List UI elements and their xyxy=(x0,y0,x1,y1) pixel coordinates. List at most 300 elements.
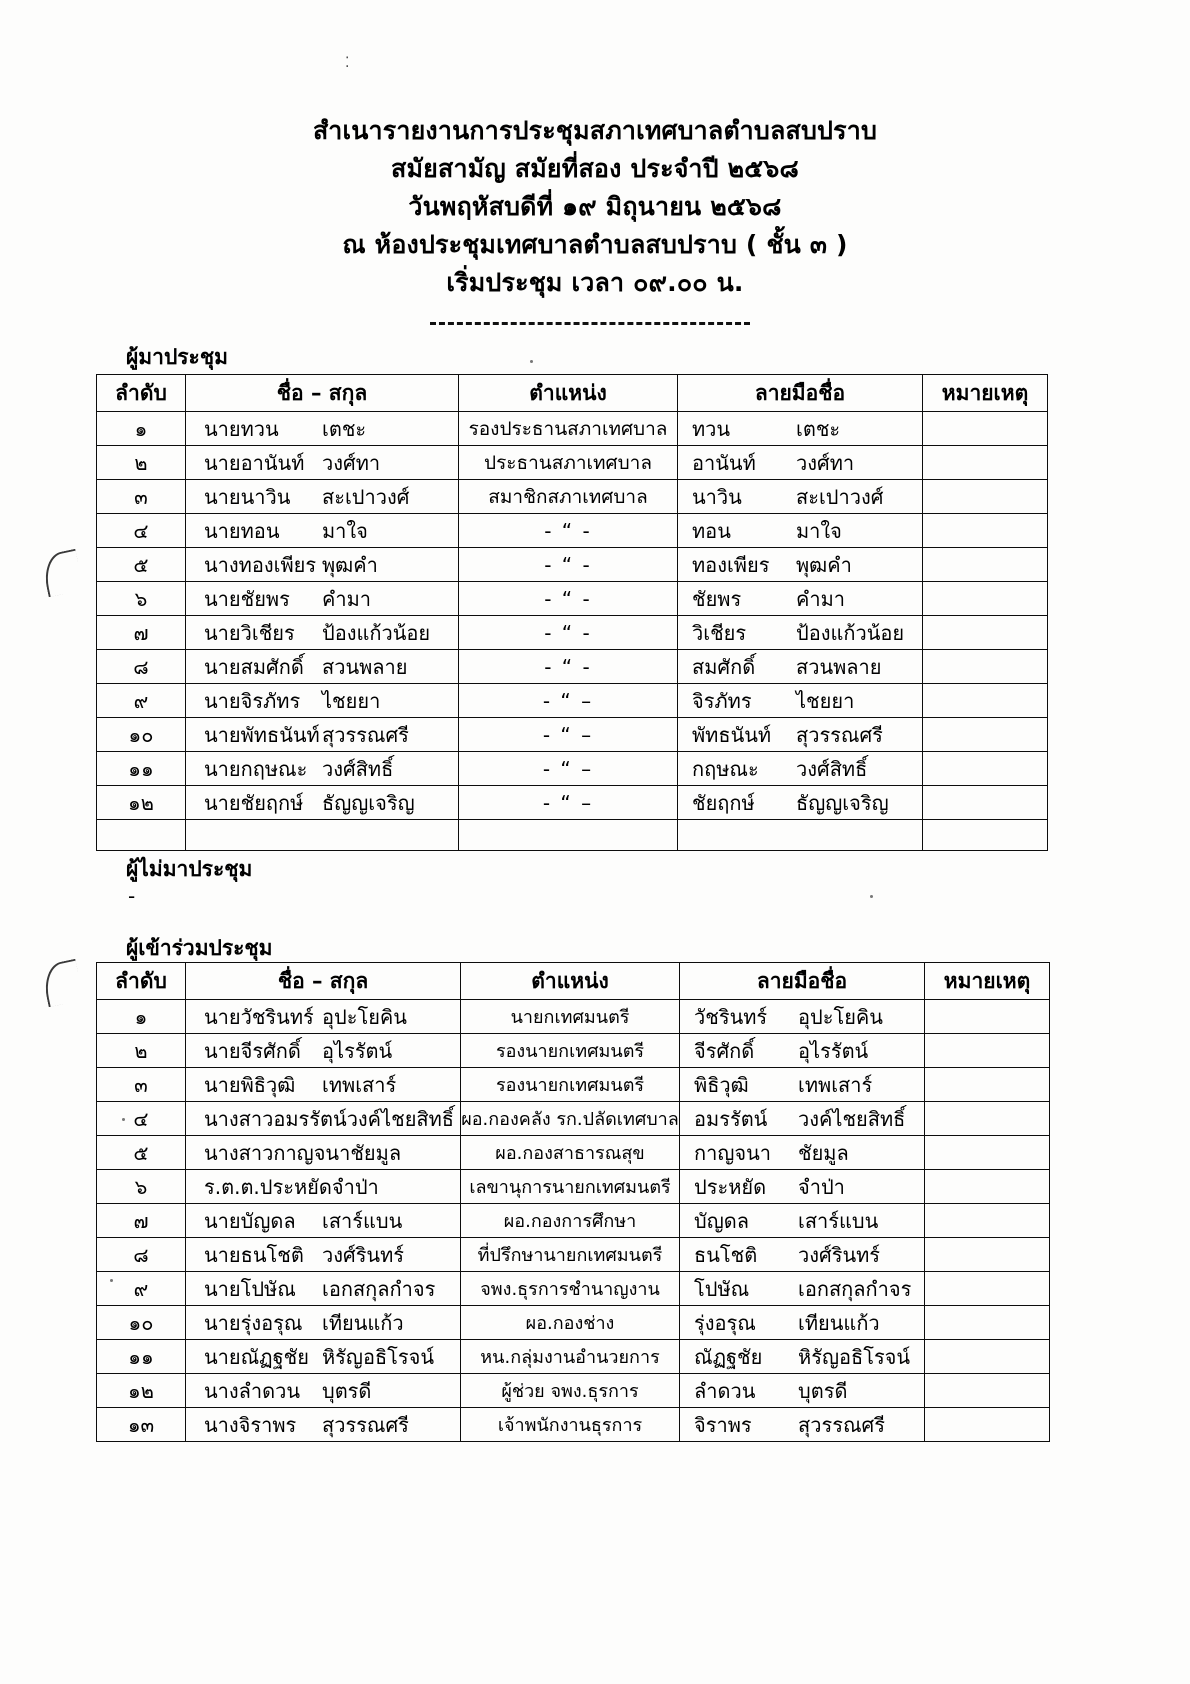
name-last: วงศ์รินทร์ xyxy=(322,1242,405,1267)
section-label-participants: ผู้เข้าร่วมประชุม xyxy=(126,936,273,960)
name-last: อุไรรัตน์ xyxy=(322,1038,393,1063)
signature-last: หิรัญอธิโรจน์ xyxy=(798,1344,911,1369)
position-text: รองนายกเทศมนตรี xyxy=(495,1041,645,1062)
cell-note xyxy=(925,1136,1050,1170)
position-text: ผอ.กองช่าง xyxy=(525,1313,615,1334)
cell-position xyxy=(461,1170,680,1204)
table-row xyxy=(97,684,1048,718)
position-ditto-mark: - “ – xyxy=(542,688,594,713)
table-row xyxy=(97,1374,1050,1408)
name-first: นายทวน xyxy=(204,416,279,441)
cell-name xyxy=(186,650,459,684)
name-last: สุวรรณศรี xyxy=(322,1412,409,1437)
cell-signature xyxy=(680,1170,925,1204)
position-text: ผอ.กองการศึกษา xyxy=(503,1211,637,1232)
position-text: ที่ปรึกษานายกเทศมนตรี xyxy=(477,1245,663,1266)
cell-name xyxy=(186,1000,461,1034)
table-header-row xyxy=(97,963,1050,1000)
cell-note xyxy=(925,1068,1050,1102)
header-line-1: สำเนารายงานการประชุมสภาเทศบาลตำบลสบปราบ xyxy=(312,116,878,145)
cell-position xyxy=(459,752,678,786)
table-row xyxy=(97,1102,1050,1136)
cell-no: ๗ xyxy=(97,1204,186,1238)
table-row xyxy=(97,650,1048,684)
column-header-note: หมายเหตุ xyxy=(925,963,1050,1000)
cell-position xyxy=(461,1102,680,1136)
signature-last: สุวรรณศรี xyxy=(798,1412,885,1437)
name-last: อุปะโยคิน xyxy=(322,1004,407,1029)
signature-first: นาวิน xyxy=(692,484,742,509)
signature-first: บัญดล xyxy=(694,1208,749,1233)
cell-name xyxy=(186,718,459,752)
cell-note xyxy=(923,582,1048,616)
absent-list-value: - xyxy=(128,884,136,908)
table-row xyxy=(97,1238,1050,1272)
table-row xyxy=(97,548,1048,582)
signature-first: ทองเพียร xyxy=(692,552,770,577)
signature-last: อุไรรัตน์ xyxy=(798,1038,869,1063)
name-first: นายนาวิน xyxy=(204,484,291,509)
name-first: นายอานันท์ xyxy=(204,450,305,475)
cell-no: ๘ xyxy=(97,650,186,684)
signature-last: สวนพลาย xyxy=(796,654,882,679)
name-first: นางลำดวน xyxy=(204,1378,301,1403)
cell-signature xyxy=(678,548,923,582)
document-header xyxy=(0,112,1190,302)
name-first: นางสาวกาญจนา xyxy=(204,1140,351,1165)
name-last: หิรัญอธิโรจน์ xyxy=(322,1344,435,1369)
name-last: เตชะ xyxy=(322,416,367,441)
name-first: นายโปษัณ xyxy=(204,1276,296,1301)
position-text: นายกเทศมนตรี xyxy=(510,1007,630,1028)
cell-no: ๘ xyxy=(97,1238,186,1272)
position-text: ผอ.กองคลัง รก.ปลัดเทศบาล xyxy=(461,1109,679,1130)
name-first: นายพัทธนันท์ xyxy=(204,722,320,747)
signature-first: จิรภัทร xyxy=(692,688,752,713)
cell-position xyxy=(459,412,678,446)
table-row xyxy=(97,1068,1050,1102)
cell-position xyxy=(459,718,678,752)
scan-edge-artifact xyxy=(40,549,84,598)
cell-signature xyxy=(678,684,923,718)
cell-no: ๒ xyxy=(97,446,186,480)
position-text: ผู้ช่วย จพง.ธุรการ xyxy=(501,1381,639,1402)
signature-last: ป้องแก้วน้อย xyxy=(796,620,905,645)
signature-last: คำมา xyxy=(796,586,846,611)
table-row xyxy=(97,514,1048,548)
position-ditto-mark: - “ – xyxy=(542,756,594,781)
cell-no: ๖ xyxy=(97,582,186,616)
name-last: ป้องแก้วน้อย xyxy=(322,620,431,645)
position-text: ผอ.กองสาธารณสุข xyxy=(495,1143,645,1164)
cell-name xyxy=(186,514,459,548)
section-label-attendees: ผู้มาประชุม xyxy=(126,345,228,369)
name-last: ไชยยา xyxy=(322,688,381,713)
cell-signature xyxy=(678,752,923,786)
cell-position xyxy=(459,684,678,718)
table-header-row xyxy=(97,375,1048,412)
name-last: สุวรรณศรี xyxy=(322,722,409,747)
table-row xyxy=(97,446,1048,480)
column-header-no: ลำดับ xyxy=(97,963,186,1000)
name-last: สวนพลาย xyxy=(322,654,408,679)
cell-name xyxy=(186,752,459,786)
name-first: นางสาวอมรรัตน์ xyxy=(204,1106,347,1131)
cell-name xyxy=(186,786,459,820)
name-last: ธัญญเจริญ xyxy=(322,790,415,815)
cell-note xyxy=(925,1034,1050,1068)
cell-position xyxy=(459,514,678,548)
name-last: ชัยมูล xyxy=(350,1140,402,1165)
cell-no: ๑๐ xyxy=(97,718,186,752)
cell-note xyxy=(925,1272,1050,1306)
signature-last: ธัญญเจริญ xyxy=(796,790,889,815)
cell-no: ๑ xyxy=(97,1000,186,1034)
position-ditto-mark: - “ – xyxy=(542,790,594,815)
position-text: รองประธานสภาเทศบาล xyxy=(468,417,668,440)
header-divider-rule xyxy=(430,322,750,325)
column-header-position: ตำแหน่ง xyxy=(459,375,678,412)
participants-table xyxy=(96,962,1050,1442)
cell-empty xyxy=(923,820,1048,851)
cell-signature xyxy=(678,786,923,820)
cell-note xyxy=(923,514,1048,548)
cell-note xyxy=(925,1408,1050,1442)
name-first: นางทองเพียร xyxy=(204,552,317,577)
cell-position xyxy=(461,1374,680,1408)
position-text: ประธานสภาเทศบาล xyxy=(484,451,652,474)
name-first: นายชัยพร xyxy=(204,586,290,611)
signature-last: ชัยมูล xyxy=(798,1140,849,1165)
position-ditto-mark: - “ - xyxy=(544,518,592,543)
name-last: จำป่า xyxy=(331,1174,379,1199)
cell-name xyxy=(186,1306,461,1340)
signature-last: เทียนแก้ว xyxy=(798,1310,880,1335)
signature-first: กาญจนา xyxy=(694,1140,772,1165)
name-last: เสาร์แบน xyxy=(322,1208,403,1233)
scan-speck xyxy=(110,1279,113,1282)
cell-note xyxy=(923,752,1048,786)
name-last: วงศ์สิทธิ์ xyxy=(322,756,394,781)
cell-no: ๓ xyxy=(97,1068,186,1102)
cell-name xyxy=(186,1340,461,1374)
signature-first: ธนโชติ xyxy=(694,1242,758,1267)
signature-last: สะเปาวงศ์ xyxy=(796,484,884,509)
table-row xyxy=(97,718,1048,752)
cell-no: ๙ xyxy=(97,684,186,718)
cell-position xyxy=(459,446,678,480)
signature-first: ชัยฤกษ์ xyxy=(692,790,755,815)
cell-no: ๕ xyxy=(97,548,186,582)
name-last: คำมา xyxy=(322,586,372,611)
name-last: เอกสกุลกำจร xyxy=(322,1276,436,1301)
signature-first: ลำดวน xyxy=(694,1378,756,1403)
cell-note xyxy=(925,1000,1050,1034)
cell-no: ๕ xyxy=(97,1136,186,1170)
cell-no: ๑๓ xyxy=(97,1408,186,1442)
position-text: จพง.ธุรการชำนาญงาน xyxy=(480,1279,660,1300)
cell-name xyxy=(186,1374,461,1408)
name-first: นายวิเชียร xyxy=(204,620,295,645)
signature-last: ไชยยา xyxy=(796,688,855,713)
section-label-absent: ผู้ไม่มาประชุม xyxy=(126,857,253,881)
cell-signature xyxy=(680,1408,925,1442)
cell-name xyxy=(186,1034,461,1068)
name-last: เทียนแก้ว xyxy=(322,1310,404,1335)
table-row xyxy=(97,786,1048,820)
cell-no: ๑๑ xyxy=(97,752,186,786)
name-first: นายบัญดล xyxy=(204,1208,296,1233)
name-last: บุตรดี xyxy=(322,1378,372,1403)
name-first: ร.ต.ต.ประหยัด xyxy=(204,1174,332,1199)
signature-first: ประหยัด xyxy=(694,1174,767,1199)
position-ditto-mark: - “ – xyxy=(542,722,594,747)
cell-position xyxy=(461,1068,680,1102)
cell-signature xyxy=(680,1034,925,1068)
cell-position xyxy=(461,1238,680,1272)
signature-first: อมรรัตน์ xyxy=(694,1106,768,1131)
scan-edge-artifact xyxy=(40,959,84,1008)
table-row xyxy=(97,412,1048,446)
name-first: นายรุ่งอรุณ xyxy=(204,1310,303,1335)
signature-last: เตชะ xyxy=(796,416,841,441)
header-line-4: ณ ห้องประชุมเทศบาลตำบลสบปราบ ( ชั้น ๓ ) xyxy=(342,230,848,259)
cell-name xyxy=(186,548,459,582)
cell-no: ๓ xyxy=(97,480,186,514)
cell-signature xyxy=(680,1136,925,1170)
cell-name xyxy=(186,1204,461,1238)
signature-first: ณัฏฐชัย xyxy=(694,1344,763,1369)
table-row xyxy=(97,1408,1050,1442)
cell-no: ๑๐ xyxy=(97,1306,186,1340)
signature-last: วงศ์ทา xyxy=(796,450,855,475)
cell-position xyxy=(461,1306,680,1340)
signature-first: พัทธนันท์ xyxy=(692,722,772,747)
cell-position xyxy=(459,548,678,582)
position-ditto-mark: - “ - xyxy=(544,620,592,645)
table-row xyxy=(97,1136,1050,1170)
name-first: นายพิธิวุฒิ xyxy=(204,1072,296,1097)
column-header-signature: ลายมือชื่อ xyxy=(680,963,925,1000)
cell-signature xyxy=(680,1306,925,1340)
cell-signature xyxy=(680,1238,925,1272)
table-row xyxy=(97,752,1048,786)
cell-name xyxy=(186,1408,461,1442)
cell-position xyxy=(459,582,678,616)
column-header-note: หมายเหตุ xyxy=(923,375,1048,412)
cell-no: ๑๒ xyxy=(97,786,186,820)
cell-signature xyxy=(678,650,923,684)
name-first: นายกฤษณะ xyxy=(204,756,308,781)
cell-note xyxy=(925,1204,1050,1238)
cell-signature xyxy=(680,1272,925,1306)
name-first: นายณัฏฐชัย xyxy=(204,1344,309,1369)
cell-note xyxy=(923,650,1048,684)
cell-no: ๑๑ xyxy=(97,1340,186,1374)
table-row xyxy=(97,616,1048,650)
table-row xyxy=(97,480,1048,514)
signature-last: เอกสกุลกำจร xyxy=(798,1276,912,1301)
cell-name xyxy=(186,480,459,514)
cell-signature xyxy=(678,412,923,446)
cell-signature xyxy=(678,616,923,650)
table-row xyxy=(97,582,1048,616)
cell-no: ๑ xyxy=(97,412,186,446)
signature-first: สมศักดิ์ xyxy=(692,654,756,679)
cell-signature xyxy=(678,480,923,514)
name-first: นายทอน xyxy=(204,518,280,543)
position-ditto-mark: - “ - xyxy=(544,586,592,611)
cell-signature xyxy=(678,718,923,752)
cell-position xyxy=(461,1272,680,1306)
name-first: นายสมศักดิ์ xyxy=(204,654,304,679)
cell-signature xyxy=(680,1340,925,1374)
signature-last: เทพเสาร์ xyxy=(798,1072,873,1097)
position-text: หน.กลุ่มงานอำนวยการ xyxy=(480,1347,660,1368)
cell-no: ๙ xyxy=(97,1272,186,1306)
position-text: สมาชิกสภาเทศบาล xyxy=(488,485,648,508)
cell-name xyxy=(186,446,459,480)
cell-name xyxy=(186,684,459,718)
scan-speck xyxy=(870,895,873,898)
signature-last: พุฒคำ xyxy=(796,552,852,577)
cell-signature xyxy=(680,1374,925,1408)
cell-name xyxy=(186,1136,461,1170)
cell-signature xyxy=(678,582,923,616)
scan-artifact-mark: ⁚ xyxy=(345,55,350,71)
signature-last: วงศ์รินทร์ xyxy=(798,1242,881,1267)
signature-last: วงค์ไชยสิทธิ์ xyxy=(798,1106,906,1131)
cell-name xyxy=(186,1068,461,1102)
cell-note xyxy=(923,548,1048,582)
header-line-2: สมัยสามัญ สมัยที่สอง ประจำปี ๒๕๖๘ xyxy=(391,154,799,183)
table-row xyxy=(97,1204,1050,1238)
signature-first: พิธิวุฒิ xyxy=(694,1072,749,1097)
name-first: นายชัยฤกษ์ xyxy=(204,790,304,815)
cell-position xyxy=(461,1034,680,1068)
column-header-name: ชื่อ – สกุล xyxy=(186,963,461,1000)
table-row xyxy=(97,1170,1050,1204)
cell-note xyxy=(923,786,1048,820)
cell-position xyxy=(459,480,678,514)
name-last: วงค์ไชยสิทธิ์ xyxy=(346,1106,455,1131)
position-text: เจ้าพนักงานธุรการ xyxy=(497,1415,643,1436)
name-first: นายจิรภัทร xyxy=(204,688,301,713)
cell-note xyxy=(923,412,1048,446)
signature-last: อุปะโยคิน xyxy=(798,1004,883,1029)
cell-position xyxy=(461,1204,680,1238)
signature-first: รุ่งอรุณ xyxy=(694,1310,756,1335)
cell-name xyxy=(186,1102,461,1136)
cell-note xyxy=(923,480,1048,514)
cell-empty xyxy=(678,820,923,851)
cell-signature xyxy=(678,446,923,480)
cell-no: ๗ xyxy=(97,616,186,650)
cell-name xyxy=(186,582,459,616)
cell-no: ๔ xyxy=(97,514,186,548)
signature-first: จีรศักดิ์ xyxy=(694,1038,755,1063)
column-header-name: ชื่อ – สกุล xyxy=(186,375,459,412)
cell-position xyxy=(461,1408,680,1442)
cell-position xyxy=(459,650,678,684)
signature-first: อานันท์ xyxy=(692,450,756,475)
name-first: นายวัชรินทร์ xyxy=(204,1004,314,1029)
cell-no: ๔ xyxy=(97,1102,186,1136)
name-last: เทพเสาร์ xyxy=(322,1072,397,1097)
table-row xyxy=(97,1034,1050,1068)
cell-no: ๖ xyxy=(97,1170,186,1204)
cell-note xyxy=(925,1306,1050,1340)
name-first: นายธนโชติ xyxy=(204,1242,304,1267)
table-row xyxy=(97,1000,1050,1034)
table-row xyxy=(97,1340,1050,1374)
header-line-5: เริ่มประชุม เวลา ๐๙.๐๐ น. xyxy=(446,268,744,297)
table-row xyxy=(97,1272,1050,1306)
cell-note xyxy=(925,1374,1050,1408)
position-text: รองนายกเทศมนตรี xyxy=(495,1075,645,1096)
signature-last: วงศ์สิทธิ์ xyxy=(796,756,868,781)
name-last: วงศ์ทา xyxy=(322,450,381,475)
cell-empty xyxy=(186,820,459,851)
column-header-position: ตำแหน่ง xyxy=(461,963,680,1000)
cell-position xyxy=(461,1136,680,1170)
signature-first: วิเชียร xyxy=(692,620,747,645)
cell-name xyxy=(186,1170,461,1204)
cell-position xyxy=(461,1000,680,1034)
cell-name xyxy=(186,412,459,446)
position-ditto-mark: - “ - xyxy=(544,654,592,679)
signature-first: จิราพร xyxy=(694,1412,752,1437)
name-first: นางจิราพร xyxy=(204,1412,297,1437)
cell-signature xyxy=(680,1102,925,1136)
scan-speck xyxy=(530,360,533,363)
attendees-table xyxy=(96,374,1048,851)
cell-note xyxy=(925,1170,1050,1204)
signature-first: ทอน xyxy=(692,518,731,543)
cell-note xyxy=(925,1340,1050,1374)
cell-signature xyxy=(680,1204,925,1238)
table-row xyxy=(97,1306,1050,1340)
cell-signature xyxy=(680,1068,925,1102)
cell-note xyxy=(923,616,1048,650)
header-line-3: วันพฤหัสบดีที่ ๑๙ มิถุนายน ๒๕๖๘ xyxy=(408,192,782,221)
cell-empty xyxy=(97,820,186,851)
signature-last: บุตรดี xyxy=(798,1378,848,1403)
signature-first: กฤษณะ xyxy=(692,756,759,781)
cell-position xyxy=(459,786,678,820)
cell-signature xyxy=(678,514,923,548)
cell-name xyxy=(186,616,459,650)
position-text: เลขานุการนายกเทศมนตรี xyxy=(469,1177,671,1198)
column-header-no: ลำดับ xyxy=(97,375,186,412)
cell-no: ๑๒ xyxy=(97,1374,186,1408)
signature-last: มาใจ xyxy=(796,518,842,543)
cell-position xyxy=(459,616,678,650)
signature-last: เสาร์แบน xyxy=(798,1208,879,1233)
cell-note xyxy=(923,718,1048,752)
scan-speck xyxy=(122,1118,125,1121)
cell-signature xyxy=(680,1000,925,1034)
cell-note xyxy=(923,446,1048,480)
position-ditto-mark: - “ - xyxy=(544,552,592,577)
name-first: นายจีรศักดิ์ xyxy=(204,1038,301,1063)
cell-position xyxy=(461,1340,680,1374)
name-last: มาใจ xyxy=(322,518,368,543)
cell-note xyxy=(923,684,1048,718)
cell-name xyxy=(186,1238,461,1272)
cell-name xyxy=(186,1272,461,1306)
cell-note xyxy=(925,1238,1050,1272)
